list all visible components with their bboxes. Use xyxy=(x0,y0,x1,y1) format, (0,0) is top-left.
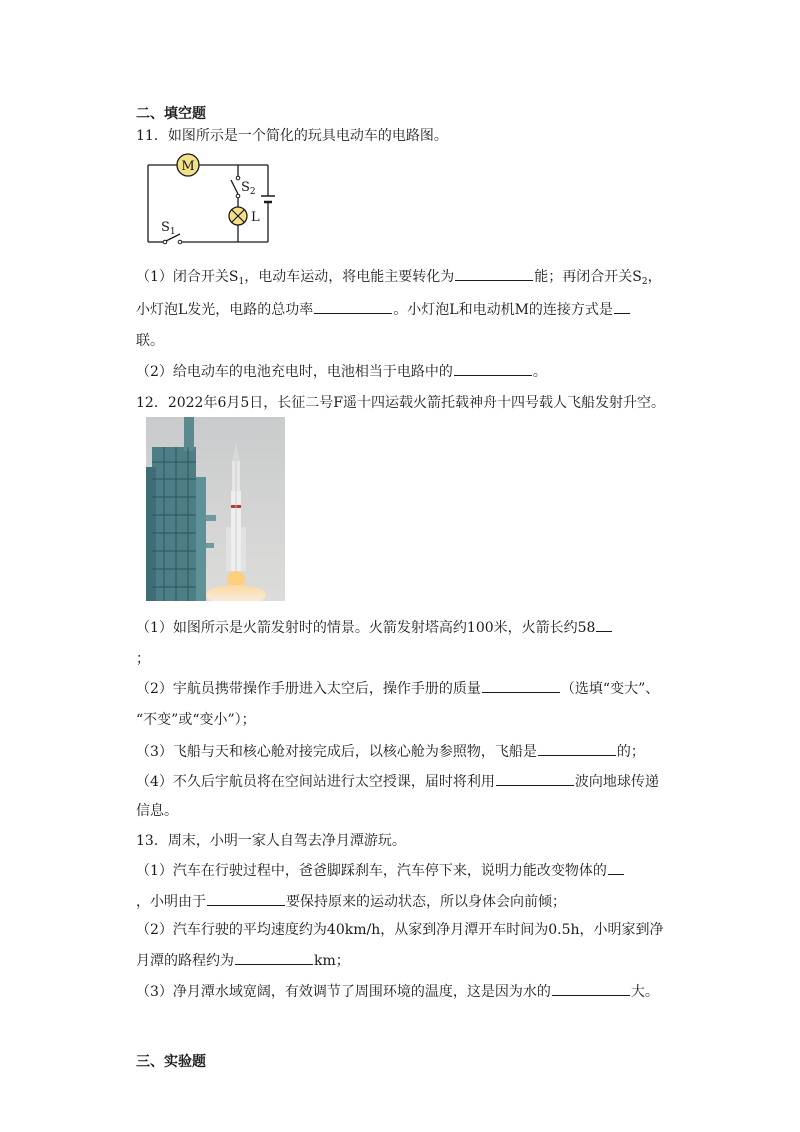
lamp-label: L xyxy=(251,210,260,225)
q11-p1-text-b: ，电动车运动，将电能主要转化为 xyxy=(244,269,455,285)
q11-part1-line2 xyxy=(136,299,631,320)
q12-part1 xyxy=(136,617,613,638)
q12-part2-line2: “不变”或“变小”）； xyxy=(136,712,256,728)
q13-stem: 13．周末，小明一家人自驾去净月潭游玩。 xyxy=(136,833,406,849)
q12-p2-text-b: （选填“变大”、 xyxy=(560,681,660,697)
q12-part3 xyxy=(136,741,645,762)
q11-p1-text-a: （1）闭合开关S xyxy=(136,269,239,285)
q13-blank-heat-capacity[interactable] xyxy=(552,981,630,996)
q11-blank-energy[interactable] xyxy=(455,266,533,281)
q13-part1 xyxy=(136,860,625,881)
rocket-exhaust xyxy=(227,571,245,587)
svg-text:S1 xyxy=(161,220,176,237)
q11-blank-battery-role[interactable] xyxy=(454,361,532,376)
q13-p2-line2-text-b: km； xyxy=(314,953,350,969)
q11-stem: 11．如图所示是一个简化的玩具电动车的电路图。 xyxy=(136,128,448,144)
q12-p3-text-a: （3）飞船与天和核心舱对接完成后，以核心舱为参照物，飞船是 xyxy=(136,744,537,760)
q12-part4 xyxy=(136,771,659,792)
section-3-title: 三、实验题 xyxy=(136,1054,206,1070)
motor-symbol xyxy=(177,154,199,176)
motor-label: M xyxy=(181,159,195,174)
rocket-launch-photo xyxy=(146,417,285,601)
q12-blank-mass[interactable] xyxy=(482,678,560,693)
svg-text:S2 xyxy=(241,180,256,197)
q12-part1-end: ； xyxy=(136,651,150,667)
q11-p1-line2-text-b: 。小灯泡L和电动机M的连接方式是 xyxy=(393,302,613,318)
q13-blank-inertia[interactable] xyxy=(207,891,285,906)
q11-p1-line2-text-a: 小灯泡L发光，电路的总功率 xyxy=(136,302,314,318)
q11-p1-sub-c: 2 xyxy=(641,277,648,287)
q13-part2-line2 xyxy=(136,950,350,971)
q11-p1-text-d: ， xyxy=(647,269,662,285)
switch-s1-subscript: 1 xyxy=(169,227,176,237)
q12-p1-text: （1）如图所示是火箭发射时的情景。火箭发射塔高约100米，火箭长约58 xyxy=(136,620,596,636)
circuit-diagram xyxy=(140,150,290,250)
q13-blank-state[interactable] xyxy=(608,860,624,875)
q11-p1-text-c: 能；再闭合开关S xyxy=(534,269,642,285)
q12-p4-text-a: （4）不久后宇航员将在空间站进行太空授课，届时将利用 xyxy=(136,774,495,790)
q13-p1-line2-text-a: ，小明由于 xyxy=(136,894,206,910)
q11-p2-text-a: （2）给电动车的电池充电时，电池相当于电路中的 xyxy=(136,364,453,380)
q12-p4-text-b: 波向地球传递 xyxy=(574,774,659,790)
q12-part4-line2: 信息。 xyxy=(136,803,178,819)
q12-blank-motion[interactable] xyxy=(538,741,616,756)
switch-s1-label: S xyxy=(161,220,170,235)
q11-p1-sub-a: 1 xyxy=(238,277,245,287)
q11-part1-line1 xyxy=(136,266,662,292)
switch-s1-symbol xyxy=(161,220,182,244)
switch-s2-subscript: 2 xyxy=(249,187,256,197)
q13-p1-text-a: （1）汽车在行驶过程中，爸爸脚踩刹车，汽车停下来，说明力能改变物体的 xyxy=(136,863,607,879)
q13-p3-text-b: 大。 xyxy=(630,984,659,1000)
q13-part1-line2 xyxy=(136,891,566,912)
switch-s2-label: S xyxy=(241,180,250,195)
q12-p2-text-a: （2）宇航员携带操作手册进入太空后，操作手册的质量 xyxy=(136,681,481,697)
switch-s2-symbol xyxy=(231,176,256,198)
q11-part1-line3: 联。 xyxy=(136,333,164,349)
q12-p3-text-b: 的； xyxy=(616,744,645,760)
q12-part2 xyxy=(136,678,659,699)
q12-stem: 12．2022年6月5日，长征二号F遥十四运载火箭托载神舟十四号载人飞船发射升空。 xyxy=(136,395,665,411)
q13-p2-line2-text-a: 月潭的路程约为 xyxy=(136,953,234,969)
section-2-title: 二、填空题 xyxy=(136,106,206,122)
q13-blank-distance[interactable] xyxy=(235,950,313,965)
q13-part3 xyxy=(136,981,659,1002)
q13-part2: （2）汽车行驶的平均速度约为40km/h，从家到净月潭开车时间为0.5h，小明家到净 xyxy=(136,922,664,938)
q11-part2 xyxy=(136,361,547,382)
q13-p1-line2-text-b: 要保持原来的运动状态，所以身体会向前倾； xyxy=(286,894,566,910)
lamp-symbol xyxy=(229,207,260,225)
q11-blank-power[interactable] xyxy=(314,299,392,314)
q13-p3-text-a: （3）净月潭水域宽阔，有效调节了周围环境的温度，这是因为水的 xyxy=(136,984,551,1000)
q12-blank-unit[interactable] xyxy=(596,617,612,632)
q11-blank-connection[interactable] xyxy=(614,299,630,314)
q12-blank-wave[interactable] xyxy=(496,771,574,786)
q11-p2-text-b: 。 xyxy=(532,364,547,380)
